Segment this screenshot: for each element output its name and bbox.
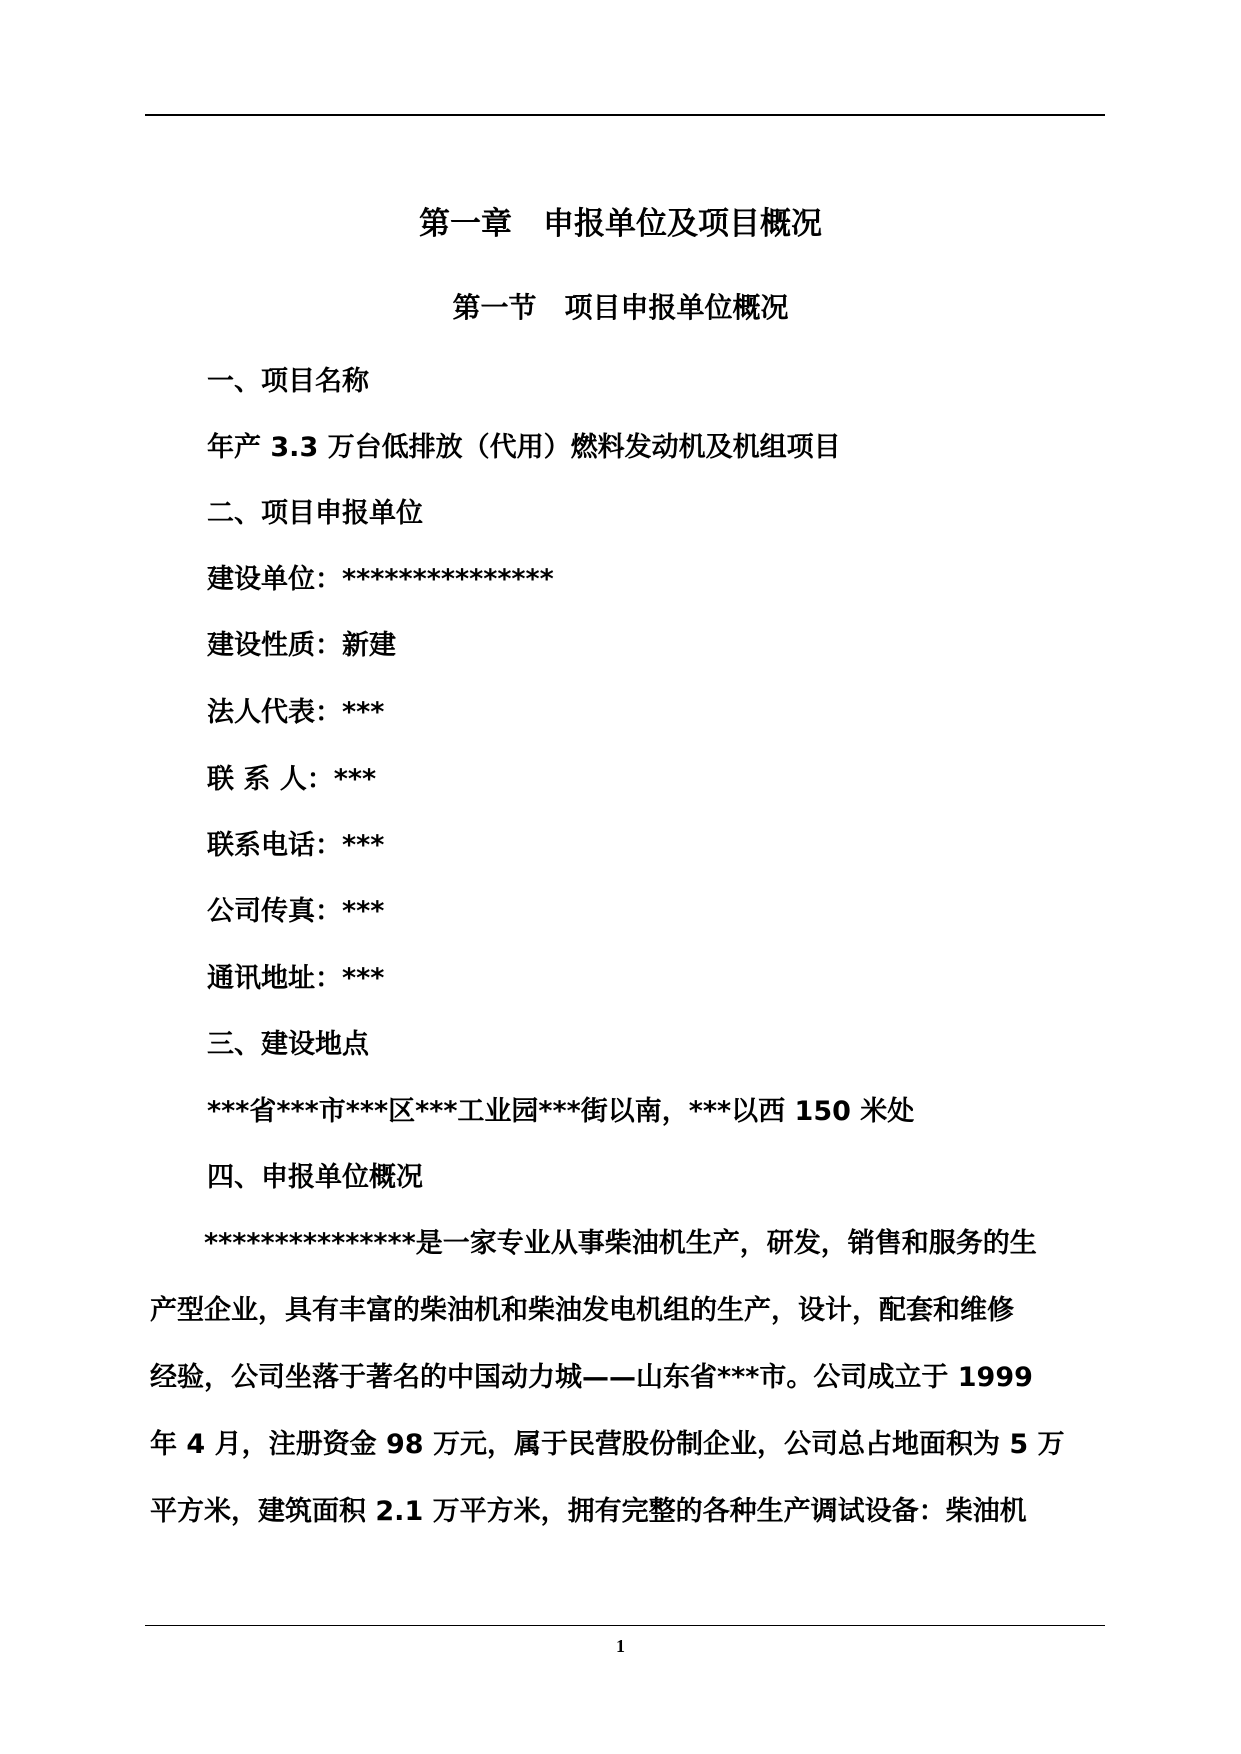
paragraph-line: 产型企业，具有丰富的柴油机和柴油发电机组的生产，设计，配套和维修 bbox=[150, 1295, 1014, 1326]
contact-line: 联 系 人：*** bbox=[207, 764, 377, 795]
page-number: 1 bbox=[616, 1636, 625, 1656]
heading-location: 三、建设地点 bbox=[207, 1029, 369, 1060]
header-rule bbox=[145, 114, 1105, 116]
paragraph-line: 经验，公司坐落于著名的中国动力城——山东省***市。公司成立于 1999 bbox=[150, 1362, 1033, 1393]
section-title: 第一节 项目申报单位概况 bbox=[452, 291, 789, 324]
builder-line: 建设单位：*************** bbox=[207, 564, 554, 595]
chapter-title: 第一章 申报单位及项目概况 bbox=[419, 206, 822, 242]
paragraph-line: 平方米，建筑面积 2.1 万平方米，拥有完整的各种生产调试设备：柴油机 bbox=[150, 1496, 1027, 1527]
nature-line: 建设性质：新建 bbox=[207, 630, 396, 661]
paragraph-line: 年 4 月，注册资金 98 万元，属于民营股份制企业，公司总占地面积为 5 万 bbox=[150, 1429, 1065, 1460]
heading-applicant: 二、项目申报单位 bbox=[207, 498, 423, 529]
heading-overview: 四、申报单位概况 bbox=[207, 1162, 423, 1193]
location-line: ***省***市***区***工业园***街以南，***以西 150 米处 bbox=[207, 1096, 915, 1127]
legal-rep-line: 法人代表：*** bbox=[207, 697, 385, 728]
paragraph-line: ***************是一家专业从事柴油机生产，研发，销售和服务的生 bbox=[150, 1228, 1037, 1259]
footer-rule bbox=[145, 1625, 1105, 1626]
fax-line: 公司传真：*** bbox=[207, 896, 385, 927]
heading-project-name: 一、项目名称 bbox=[207, 366, 369, 397]
address-line: 通讯地址：*** bbox=[207, 963, 385, 994]
project-name-text: 年产 3.3 万台低排放（代用）燃料发动机及机组项目 bbox=[207, 432, 841, 463]
phone-line: 联系电话：*** bbox=[207, 830, 385, 861]
